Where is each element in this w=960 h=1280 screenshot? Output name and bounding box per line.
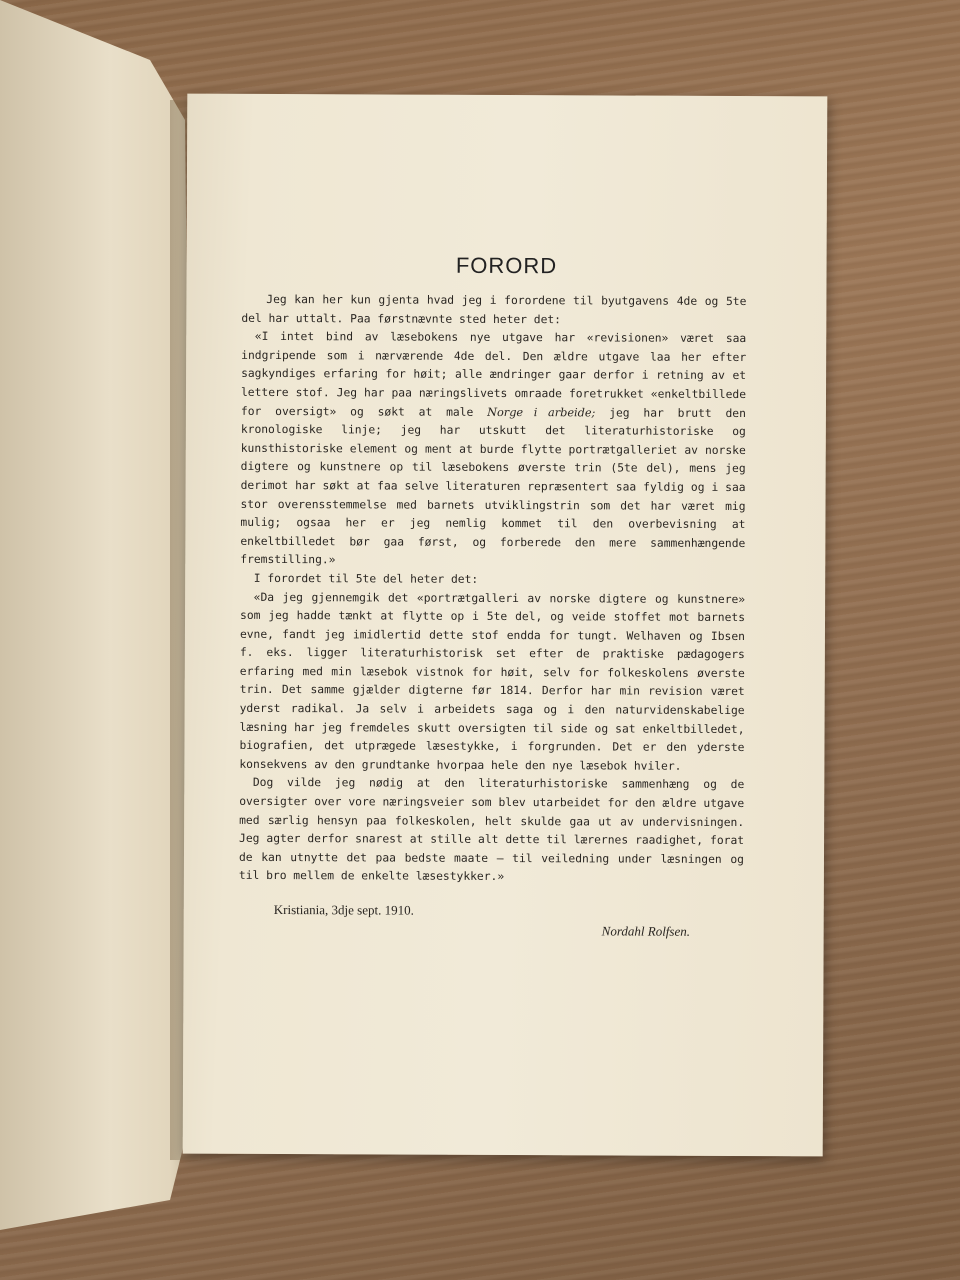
italic-phrase: Norge i arbeide; (487, 405, 596, 419)
paragraph-quote-5te: «Da jeg gjennemgik det «portrætgalleri av norske digtere og kunstnere» som jeg hadde tænkt at flytte op i 5te del, og veide stoffet mot barnets evne, fandt jeg imidlertid dette stof endda for tungt. Welhaven og Ibsen f. eks. ligger literaturhistorisk set efter de praktiske pædagogers erfaring med min læsebok vistnok for høit, selv for folkeskolens øverste trin. Det samme gjælder digterne før 1814. Derfor har min revision været yderst radikal. Ja selv i arbeidets saga og i den naturvidenskabelige læsning har jeg fremdeles skutt oversigten til side og sat enkeltbilledet, biografien, det utprægede læsestykke, i forgrunden. Det er den yderste konsekvens av den grundtanke hvorpaa hele den nye læsebok hviler. (239, 590, 746, 773)
page-title: FORORD (455, 252, 558, 279)
paragraph-quote-4de-end: jeg har brutt den kronologiske linje; jeg har utskutt det literaturhistoriske og kunsthistoriske element og ment at burde flytte portrætgalleriet av norske digtere og kunstnere op til læsebokens øverste trin (5te del), mens jeg derimot har søkt at faa selve literaturen repræsentert saa fyldig og i saa stor overensstemmelse med barnets utviklingstrin som det har været mig mulig; ogsaa her er jeg nemlig kommet til den overbevisning at enkeltbilledet bør gaa først, og forberede den mere sammenhængende fremstilling.» (240, 405, 746, 567)
right-page (183, 94, 828, 1157)
paragraph-intro: Jeg kan her kun gjenta hvad jeg i forordene til byutgavens 4de og 5te del har uttalt. Paa førstnævnte sted heter det: (241, 292, 747, 326)
place-date: Kristiania, 3dje sept. 1910. (273, 901, 414, 918)
signature: Nordahl Rolfsen. (601, 923, 691, 939)
paragraph-5te-intro: I forordet til 5te del heter det: (253, 571, 479, 586)
closing-block (184, 901, 824, 939)
preface-body (239, 291, 747, 888)
paragraph-quote-4de (240, 328, 746, 572)
paragraph-closing: Dog vilde jeg nødig at den literaturhistoriske sammenhæng og de oversigter over vore næringsveier som blev utarbeidet for den ældre utgave med særlig hensyn paa folkeskolen, helt skulde gaa ut av undervisningen. Jeg agter derfor snarest at stille alt dette til lærernes raadighet, forat de kan utnytte det paa bedste maate — til veiledning under læsningen og til bro mellem de enkelte læsestykker.» (238, 776, 745, 884)
paragraph-quote-4de-start: «I intet bind av læsebokens nye utgave har «revisionen» været saa indgripende som i nærværende 4de del. Den ældre utgave laa her efter sagkyndiges erfaring for høit; alle ændringer gaar derfor i retning av et lettere stof. Jeg har paa næringslivets omraade foretrukket «enkeltbillede for oversigt» og søkt at male (240, 330, 747, 419)
